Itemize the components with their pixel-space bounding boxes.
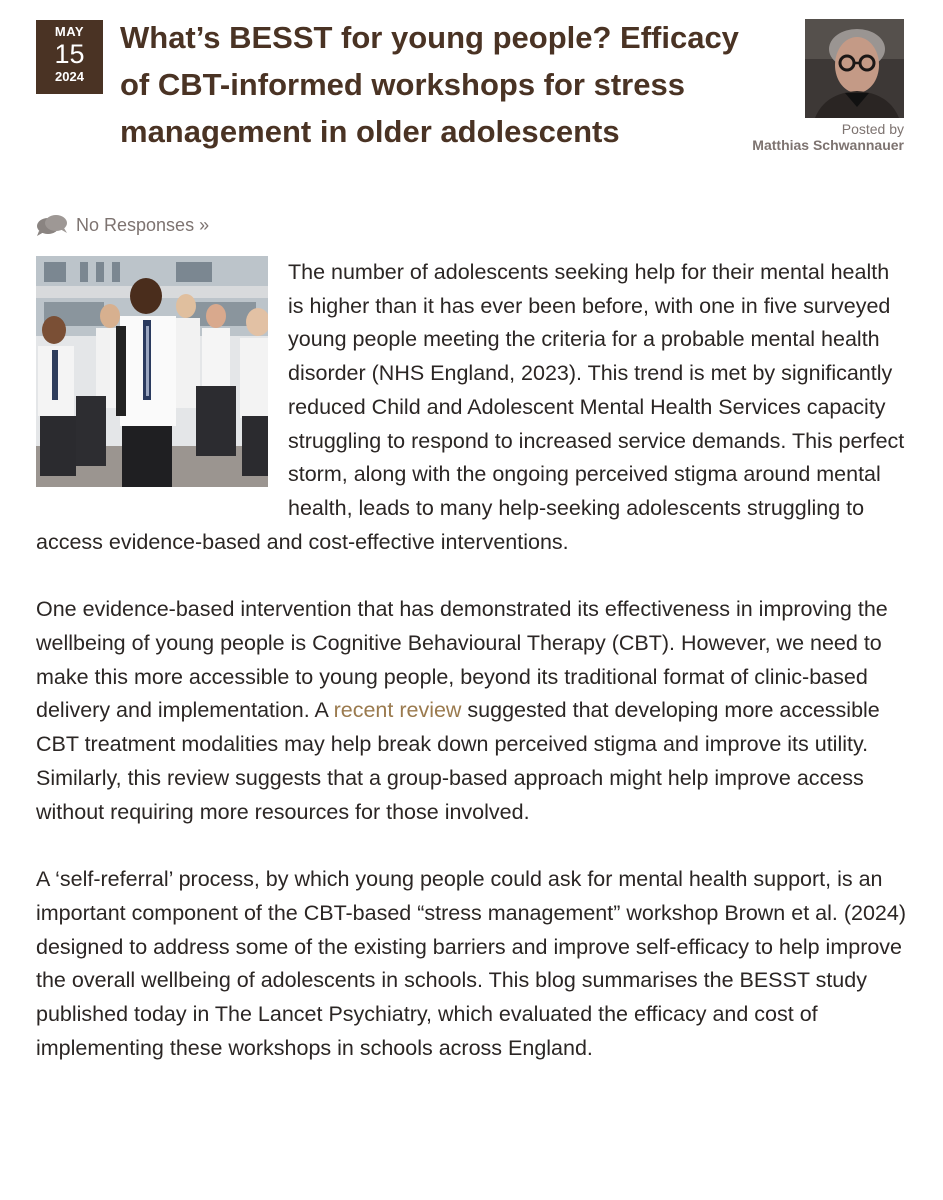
recent-review-link[interactable]: recent review bbox=[333, 698, 462, 723]
article-paragraph-1: The number of adolescents seeking help for their mental health is higher than it has ever been before, with one in five surveyed young people meeting the criteria for a probable mental health disorder (NHS England, 2023). This trend is met by significantly reduced Child and Adolescent Mental Health Services capacity struggling to respond to increased service demands. This perfect storm, along with the ongoing perceived stigma around mental health, leads to many help-seeking adolescents struggling to access evidence-based and cost-effective interventions. bbox=[36, 260, 905, 554]
article-paragraph-2 bbox=[36, 593, 906, 829]
posted-by-label: Posted by bbox=[841, 121, 904, 137]
author-name[interactable]: Matthias Schwannauer bbox=[752, 137, 904, 153]
article-photo bbox=[36, 256, 268, 487]
author-caption bbox=[752, 121, 904, 153]
post-title[interactable]: What’s BESST for young people? Efficacy of CBT-informed workshops for stress management in older adolescents bbox=[120, 20, 739, 149]
article-paragraph-3: A ‘self-referral’ process, by which young people could ask for mental health support, is an important component of the CBT-based “stress management” workshop Brown et al. (2024) designed to address some of the existing barriers and improve self-efficacy to help improve the overall wellbeing of adolescents in schools. This blog summarises the BESST study published today in The Lancet Psychiatry, which evaluated the efficacy and cost of implementing these workshops in schools across England. bbox=[36, 867, 906, 1060]
date-month: MAY bbox=[54, 24, 85, 39]
author-avatar[interactable] bbox=[805, 19, 904, 118]
date-day: 15 bbox=[54, 39, 85, 69]
speech-bubbles-icon bbox=[36, 214, 68, 236]
responses-link[interactable] bbox=[36, 214, 209, 236]
article-body bbox=[36, 256, 906, 1099]
students-photo-image bbox=[36, 256, 268, 487]
author-portrait-image bbox=[805, 19, 904, 118]
post-date-badge bbox=[36, 20, 103, 94]
paragraph-2-text-before: One evidence-based intervention that has demonstrated its effectiveness in improving the wellbeing of young people is Cognitive Behavioural Therapy (CBT). However, we need to make this more accessible to young people, beyond its traditional format of clinic-based delivery and implementation. A bbox=[36, 597, 888, 723]
date-year: 2024 bbox=[55, 69, 84, 84]
responses-label[interactable]: No Responses » bbox=[76, 214, 210, 235]
paragraph-2-text-after: suggested that developing more accessible CBT treatment modalities may help break down perceived stigma and improve its utility. Similarly, this review suggests that a group-based approach might help improve access without requiring more resources for those involved. bbox=[36, 698, 880, 824]
